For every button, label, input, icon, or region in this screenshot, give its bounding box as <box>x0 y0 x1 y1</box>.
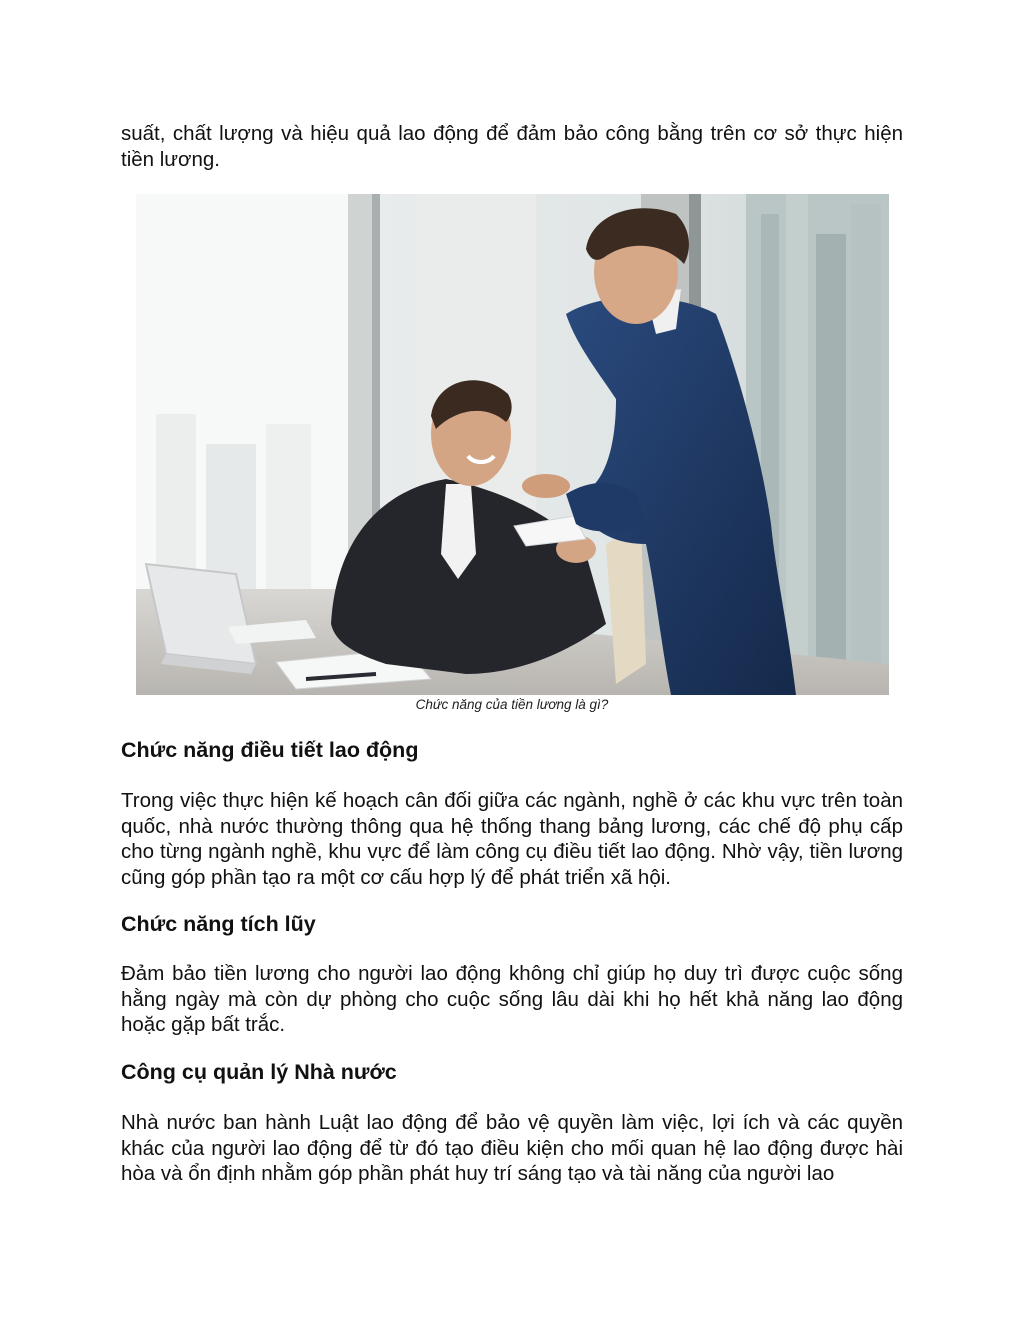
office-photo <box>136 194 889 695</box>
management-paragraph: Nhà nước ban hành Luật lao động để bảo vệ quyền làm việc, lợi ích và các quyền khác của người lao động để từ đó tạo điều kiện cho mối quan hệ lao động được hài hòa và ổn định nhằm góp phần phát huy trí sáng tạo và tài năng của người lao <box>121 1111 903 1185</box>
regulation-paragraph: Trong việc thực hiện kế hoạch cân đối giữa các ngành, nghề ở các khu vực trên toàn quốc, nhà nước thường thông qua hệ thống thang bảng lương, các chế độ phụ cấp cho từng ngành nghề, khu vực để làm công cụ điều tiết lao động. Nhờ vậy, tiền lương cũng góp phần tạo ra một cơ cấu hợp lý để phát triển xã hội. <box>121 789 903 889</box>
intro-paragraph: suất, chất lượng và hiệu quả lao động để đảm bảo công bằng trên cơ sở thực hiện tiền lương. <box>121 122 903 171</box>
accumulation-paragraph: Đảm bảo tiền lương cho người lao động không chỉ giúp họ duy trì được cuộc sống hằng ngày mà còn dự phòng cho cuộc sống lâu dài khi họ hết khả năng lao động hoặc gặp bất trắc. <box>121 962 903 1036</box>
heading-accumulation: Chức năng tích lũy <box>121 912 316 936</box>
heading-regulation: Chức năng điều tiết lao động <box>121 738 419 762</box>
heading-management: Công cụ quản lý Nhà nước <box>121 1060 397 1084</box>
photo-illustration <box>136 194 889 695</box>
photo-caption: Chức năng của tiền lương là gì? <box>415 697 609 712</box>
